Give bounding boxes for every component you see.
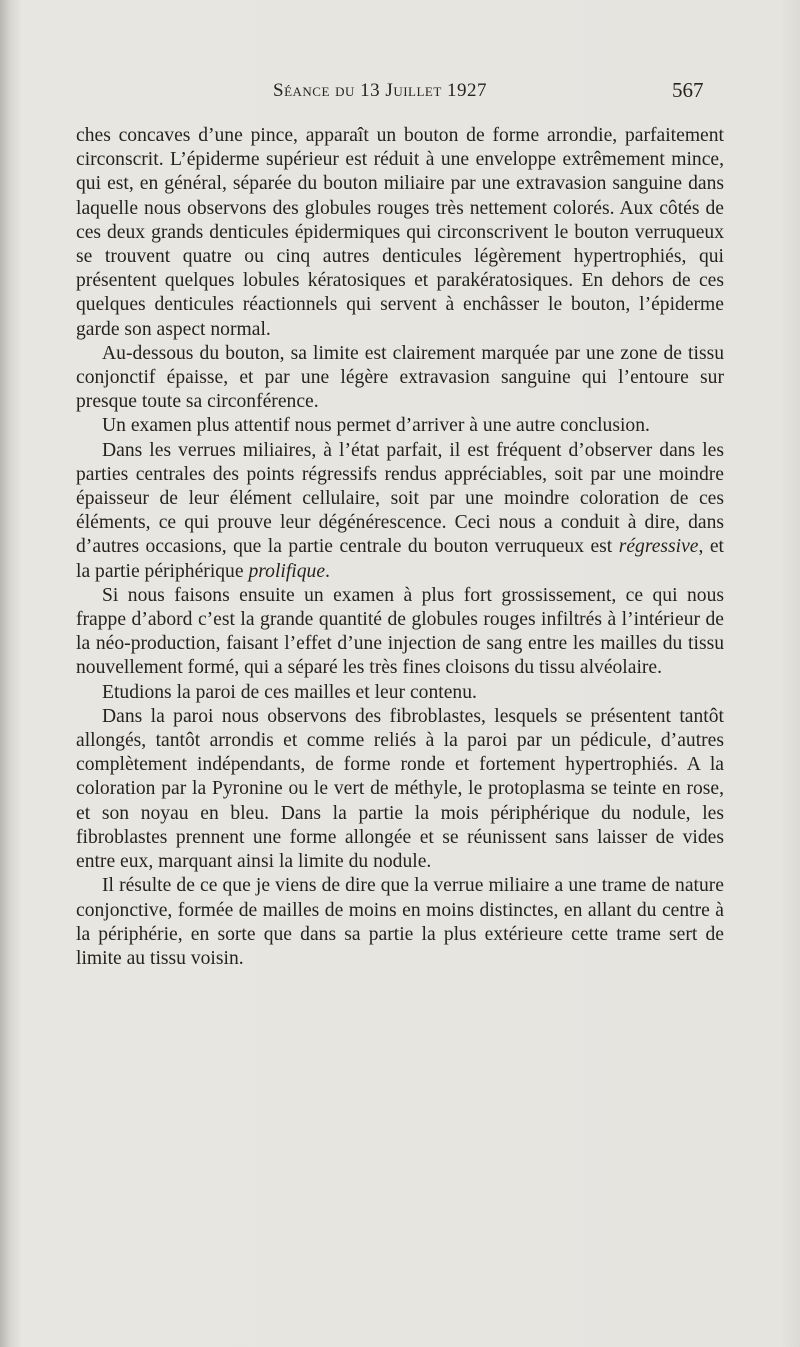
paragraph-4-text-3: .: [325, 560, 330, 582]
paragraph-7: Dans la paroi nous observons des fibroblastes, lesquels se présentent tantôt allongés, tantôt arrondis et comme reliés à la paroi par un pédicule, d’autres complètement indépendants, de forme ronde et fortement hypertrophiés. A la coloration par la Pyronine ou le vert de méthyle, le protoplasma se teinte en rose, et son noyau en bleu. Dans la partie la mois périphérique du nodule, les fibroblastes prennent une forme allongée et se réunissent sans laisser de vides entre eux, marquant ainsi la limite du nodule.: [76, 705, 724, 873]
paragraph-3: Un examen plus attentif nous permet d’arriver à une autre conclusion.: [102, 415, 650, 437]
paragraph-4-text: Dans les verrues miliaires, à l’état parfait, il est fréquent d’observer dans les parties centrales des points régressifs rendus appréciables, soit par une moindre épaisseur de leur élément cellulaire, soit par une moindre coloration de ces éléments, ce qui prouve leur dégénérescence. Ceci nous a conduit à dire, dans d’autres occasions, que la partie centrale du bouton verruqueux est: [76, 439, 724, 558]
paragraph-4: [76, 439, 724, 584]
paragraph-6: Etudions la paroi de ces mailles et leur contenu.: [102, 681, 477, 703]
paragraph-5: Si nous faisons ensuite un examen à plus fort grossissement, ce qui nous frappe d’abord c’est la grande quantité de globules rouges infiltrés à l’intérieur de la néo-production, faisant l’effet d’une injection de sang entre les mailles du tissu nouvellement formé, qui a séparé les très fines cloisons du tissu alvéolaire.: [76, 584, 724, 679]
italic-term-prolifique: prolifique: [248, 560, 326, 582]
paragraph-4-text-2: , et la partie périphérique: [76, 536, 725, 582]
paragraph-2: Au-dessous du bouton, sa limite est clairement marquée par une zone de tissu conjonctif épaisse, et par une légère extravasion sanguine qui l’entoure sur presque toute sa circonférence.: [76, 342, 724, 413]
page-number: 567: [672, 78, 704, 102]
paragraph-1: ches concaves d’une pince, apparaît un bouton de forme arrondie, parfaitement circonscrit. L’épiderme supérieur est réduit à une enveloppe extrêmement mince, qui est, en général, séparée du bouton miliaire par une extravasion sanguine dans laquelle nous observons des globules rouges très nettement colorés. Aux côtés de ces deux grands denticules épidermiques qui circonscrivent le bouton verruqueux se trouvent quatre ou cinq autres denticules légèrement hypertrophiés, qui présentent quelques lobules kératosiques et parakératosiques. En dehors de ces quelques denticules réactionnels qui servent à enchâsser le bouton, l’épiderme garde son aspect normal.: [76, 125, 724, 340]
paragraph-8: Il résulte de ce que je viens de dire que la verrue miliaire a une trame de nature conjonctive, formée de mailles de moins en moins distinctes, en allant du centre à la périphérie, en sorte que dans sa partie la plus extérieure cette trame sert de limite au tissu voisin.: [76, 875, 724, 969]
running-header: [0, 76, 800, 106]
body-text: [76, 124, 724, 971]
header-title: Séance du 13 Juillet 1927: [273, 80, 488, 101]
italic-term-regressive: régressive: [618, 536, 699, 558]
